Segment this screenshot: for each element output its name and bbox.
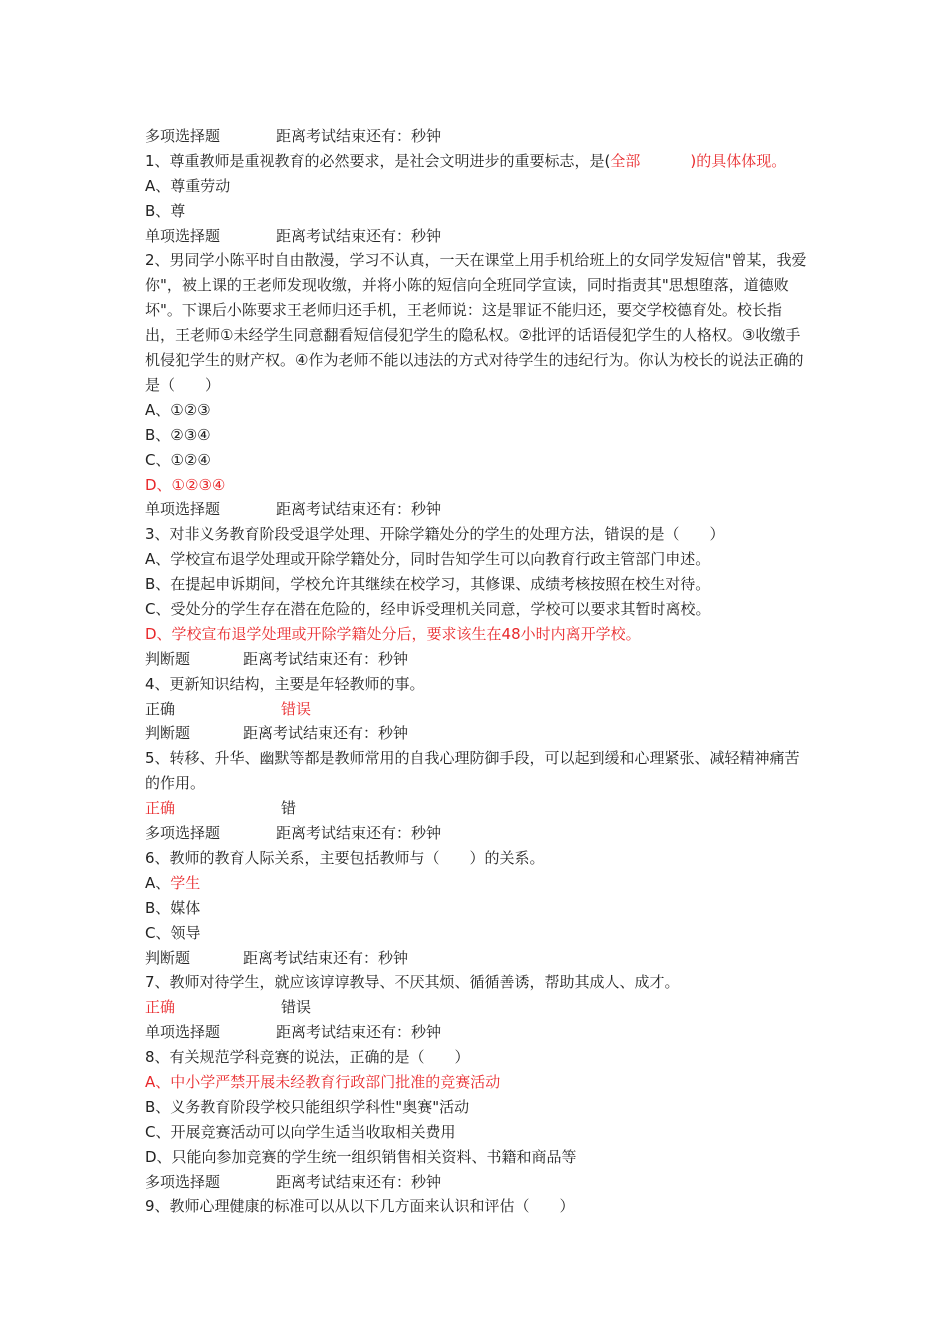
option-a[interactable]: A、中小学严禁开展未经教育行政部门批准的竞赛活动: [145, 1072, 501, 1091]
question-type: 多项选择题: [145, 824, 221, 843]
option-a[interactable]: A、学校宣布退学处理或开除学籍处分，同时告知学生可以向教育行政主管部门申述。: [145, 550, 711, 569]
option-b[interactable]: B、媒体: [145, 898, 201, 917]
exam-timer: 距离考试结束还有：秒钟: [276, 1172, 442, 1191]
option-c[interactable]: C、领导: [145, 923, 201, 942]
question-header: [145, 647, 825, 672]
question-header: [145, 124, 825, 149]
exam-timer: 距离考试结束还有：秒钟: [276, 1023, 442, 1042]
option-true[interactable]: 正确: [145, 699, 176, 718]
question-header: [145, 1170, 825, 1195]
option-a[interactable]: A、学生: [145, 873, 201, 892]
option-b[interactable]: B、义务教育阶段学校只能组织学科性"奥赛"活动: [145, 1097, 470, 1116]
question-stem: 9、教师心理健康的标准可以从以下几方面来认识和评估（ ）: [145, 1197, 575, 1216]
option-d[interactable]: D、①②③④: [145, 475, 226, 494]
option-c[interactable]: C、①②④: [145, 450, 211, 469]
true-false-options: [145, 995, 825, 1020]
question-stem: 4、更新知识结构，主要是年轻教师的事。: [145, 674, 425, 693]
question-header: [145, 497, 825, 522]
question-type: 单项选择题: [145, 1023, 221, 1042]
question-stem: 5、转移、升华、幽默等都是教师常用的自我心理防御手段，可以起到缓和心理紧张、减轻精神痛苦的作用。: [145, 749, 800, 793]
exam-timer: 距离考试结束还有：秒钟: [276, 226, 442, 245]
option-false[interactable]: 错误: [281, 699, 312, 718]
option-d[interactable]: D、只能向参加竞赛的学生统一组织销售相关资料、书籍和商品等: [145, 1147, 577, 1166]
question-type: 判断题: [145, 948, 191, 967]
question-header: [145, 946, 825, 971]
option-c[interactable]: C、受处分的学生存在潜在危险的，经申诉受理机关同意，学校可以要求其暂时离校。: [145, 600, 711, 619]
question-stem: 2、男同学小陈平时自由散漫，学习不认真，一天在课堂上用手机给班上的女同学发短信"曾某，我爱你"，被上课的王老师发现收缴，并将小陈的短信向全班同学宣读，同时指责其"思想堕落，道德败坏"。下课后小陈要求王老师归还手机，王老师说：这是罪证不能归还，要交学校德育处。校长指出，王老师①未经学生同意翻看短信侵犯学生的隐私权。②批评的话语侵犯学生的人格权。③收缴手机侵犯学生的财产权。④作为老师不能以违法的方式对待学生的违纪行为。你认为校长的说法正确的是（ ）: [145, 251, 807, 394]
option-a[interactable]: A、尊重劳动: [145, 176, 231, 195]
option-true[interactable]: 正确: [145, 998, 176, 1017]
question-type: 单项选择题: [145, 500, 221, 519]
exam-page: [145, 124, 825, 1219]
option-false[interactable]: 错: [281, 799, 297, 818]
question-stem: 3、对非义务教育阶段受退学处理、开除学籍处分的学生的处理方法，错误的是（ ）: [145, 525, 725, 544]
question-header: [145, 1020, 825, 1045]
question-header: [145, 721, 825, 746]
question-type: 多项选择题: [145, 1172, 221, 1191]
question-type: 判断题: [145, 724, 191, 743]
question-stem: 7、教师对待学生，就应该谆谆教导、不厌其烦、循循善诱，帮助其成人、成才。: [145, 973, 680, 992]
option-b[interactable]: B、在提起申诉期间，学校允许其继续在校学习，其修课、成绩考核按照在校生对待。: [145, 575, 711, 594]
exam-timer: 距离考试结束还有：秒钟: [243, 948, 409, 967]
option-false[interactable]: 错误: [281, 998, 312, 1017]
option-true[interactable]: 正确: [145, 799, 176, 818]
selected-answer: 学生: [170, 873, 201, 892]
exam-timer: 距离考试结束还有：秒钟: [243, 724, 409, 743]
question-header: [145, 821, 825, 846]
option-c[interactable]: C、开展竞赛活动可以向学生适当收取相关费用: [145, 1122, 456, 1141]
question-type: 多项选择题: [145, 127, 221, 145]
question-stem: 1、尊重教师是重视教育的必然要求，是社会文明进步的重要标志，是(全部 )的具体体现。: [145, 151, 787, 170]
true-false-options: [145, 697, 825, 722]
true-false-options: [145, 796, 825, 821]
option-a[interactable]: A、①②③: [145, 400, 211, 419]
exam-timer: 距离考试结束还有：秒钟: [243, 649, 409, 668]
option-b[interactable]: B、尊: [145, 201, 186, 220]
question-stem: 6、教师的教育人际关系，主要包括教师与（ ）的关系。: [145, 848, 545, 867]
question-type: 判断题: [145, 649, 191, 668]
question-type: 单项选择题: [145, 226, 221, 245]
question-stem: 8、有关规范学科竞赛的说法，正确的是（ ）: [145, 1048, 470, 1067]
question-header: [145, 224, 825, 249]
exam-timer: 距离考试结束还有：秒钟: [276, 127, 442, 145]
exam-timer: 距离考试结束还有：秒钟: [276, 500, 442, 519]
option-b[interactable]: B、②③④: [145, 425, 211, 444]
exam-timer: 距离考试结束还有：秒钟: [276, 824, 442, 843]
option-d[interactable]: D、学校宣布退学处理或开除学籍处分后，要求该生在48小时内离开学校。: [145, 624, 641, 643]
selected-answer: 全部: [610, 151, 641, 170]
